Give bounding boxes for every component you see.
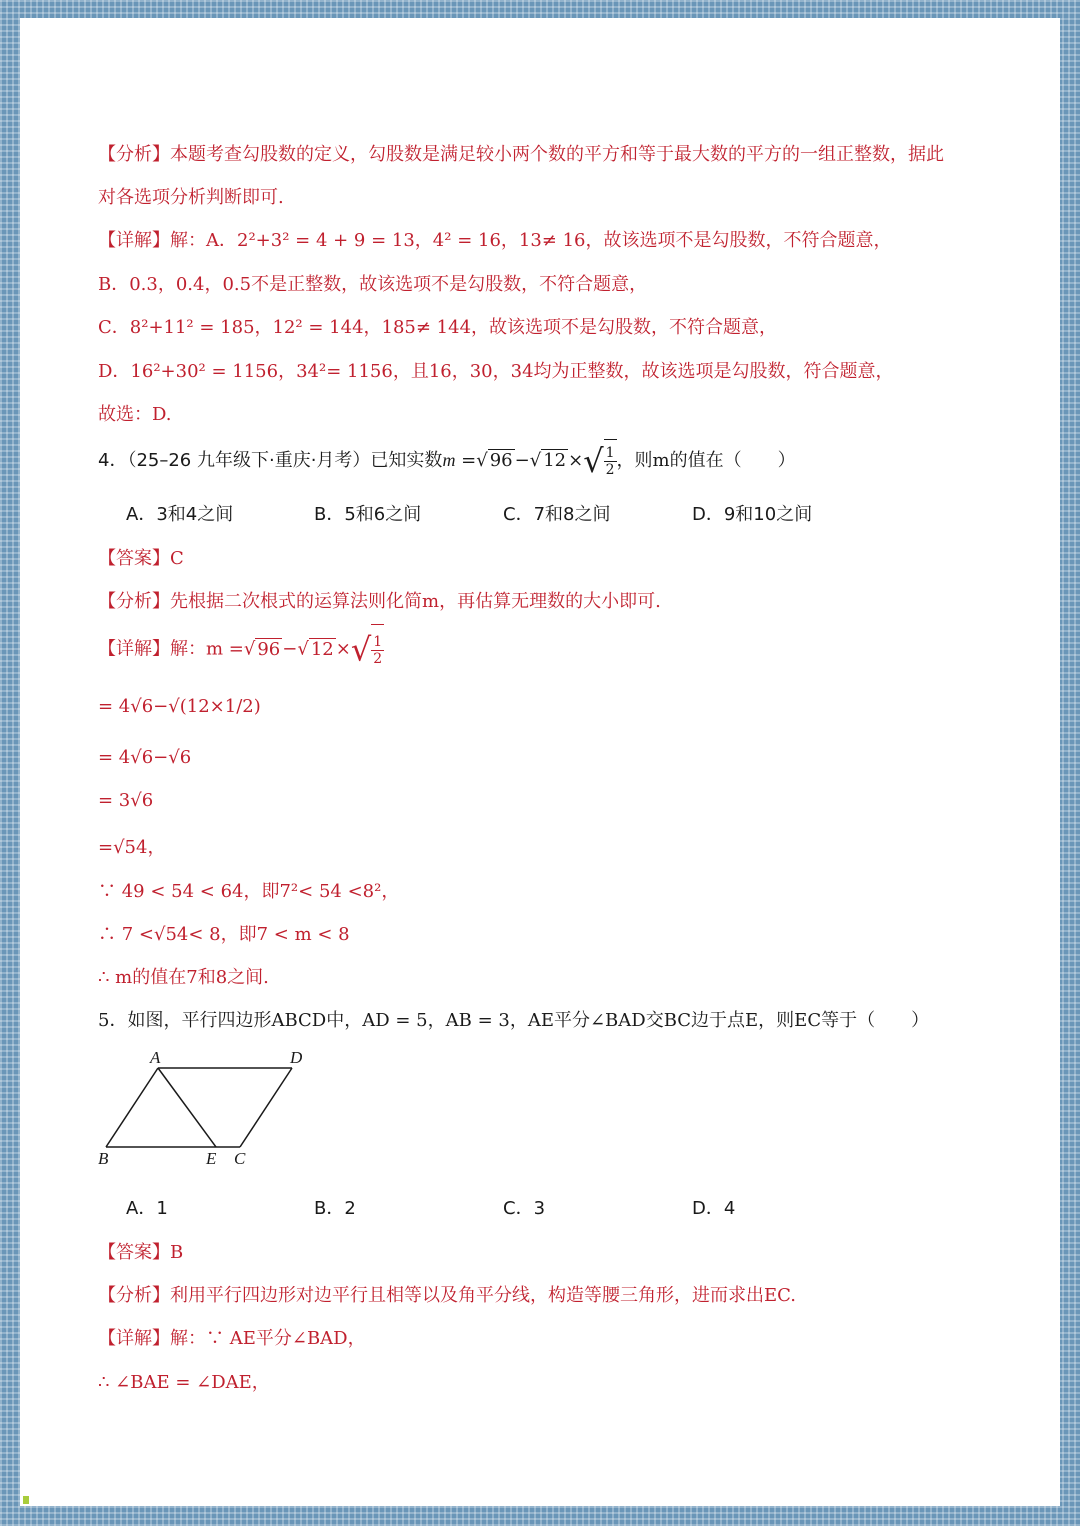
q4-detail-frac <box>371 634 384 667</box>
q4-root2: 12 <box>543 450 567 471</box>
q4-suffix: ，则m的值在（ ） <box>616 450 796 471</box>
q4-detail-frac-num: 1 <box>373 633 383 650</box>
q4-option-d[interactable]: D．9和10之间 <box>692 504 813 525</box>
q4-prefix: 4．（25–26 九年级下·重庆·月考）已知实数 <box>98 450 443 471</box>
q5-detail-2: ∴ ∠BAE = ∠DAE， <box>98 1372 270 1393</box>
q4-step-2: = 4√6−√6 <box>98 747 192 768</box>
q4-frac-box <box>604 439 617 484</box>
q4-sqrt2: √ <box>529 450 542 471</box>
q4-step-1: = 4√6−√(12×1/2) <box>98 696 261 717</box>
q5-option-d[interactable]: D．4 <box>692 1198 736 1219</box>
q4-times: × <box>568 450 584 471</box>
edge-dc <box>240 1068 292 1147</box>
corner-mark <box>23 1496 29 1504</box>
q4-detail-sqrt3: √ <box>350 630 372 669</box>
q4-minus: − <box>514 450 530 471</box>
q4-detail-sqrt1: √ <box>243 638 256 660</box>
q4-frac <box>604 445 617 478</box>
q3-analysis-line2: 对各选项分析判断即可. <box>98 187 284 208</box>
q4-detail-root2: 12 <box>310 638 334 660</box>
q4-step-4: =√54， <box>98 837 166 858</box>
q5-option-a[interactable]: A．1 <box>126 1198 168 1219</box>
label-a: A <box>150 1048 161 1067</box>
q4-detail-frac-den: 2 <box>373 650 383 667</box>
q4-detail-frac-box <box>371 624 384 675</box>
q5-option-b[interactable]: B．2 <box>314 1198 356 1219</box>
q4-step-3: = 3√6 <box>98 790 154 811</box>
q4-option-a[interactable]: A．3和4之间 <box>126 504 234 525</box>
label-e: E <box>206 1149 217 1168</box>
q4-detail-sqrt2: √ <box>297 638 309 660</box>
q3-analysis-line1: 【分析】本题考查勾股数的定义，勾股数是满足较小两个数的平方和等于最大数的平方的一组正整数，据此 <box>98 144 944 165</box>
parallelogram-figure <box>98 1048 328 1168</box>
q5-detail-1: 【详解】解：∵ AE平分∠BAD， <box>98 1328 366 1349</box>
q3-detail-d: D．16²+30² = 1156，34²= 1156，且16，30，34均为正整数，故该选项是勾股数，符合题意， <box>98 361 894 382</box>
q5-analysis: 【分析】利用平行四边形对边平行且相等以及角平分线，构造等腰三角形，进而求出EC. <box>98 1285 796 1306</box>
segment-ae <box>158 1068 216 1147</box>
q4-detail-times: × <box>335 638 351 660</box>
q4-detail <box>98 624 384 675</box>
q4-option-c[interactable]: C．7和8之间 <box>503 504 611 525</box>
label-d: D <box>290 1048 303 1067</box>
q4-sqrt3: √ <box>583 442 604 480</box>
q4-sqrt1: √ <box>476 450 488 471</box>
q4-answer: 【答案】C <box>98 548 184 569</box>
q3-detail-b: B．0.3，0.4，0.5不是正整数，故该选项不是勾股数，不符合题意， <box>98 274 648 295</box>
q4-detail-label: 【详解】解：m = <box>98 638 244 660</box>
edge-ab <box>106 1068 158 1147</box>
q4-var: m <box>442 450 456 470</box>
q4-step-6: ∴ 7 <√54< 8，即7 < m < 8 <box>98 924 350 945</box>
q4-frac-num: 1 <box>605 445 615 461</box>
q4-root1: 96 <box>489 450 513 471</box>
figure-lines <box>106 1068 292 1147</box>
q3-choice: 故选：D. <box>98 404 172 425</box>
q4-frac-den: 2 <box>605 462 615 478</box>
q4-detail-minus: − <box>282 638 298 660</box>
q5-answer: 【答案】B <box>98 1242 184 1263</box>
q3-detail-c: C．8²+11² = 185，12² = 144，185≠ 144，故该选项不是勾股数，不符合题意， <box>98 317 778 338</box>
label-c: C <box>234 1149 246 1168</box>
q3-detail-a: 【详解】解：A．2²+3² = 4 + 9 = 13，4² = 16，13≠ 16，故该选项不是勾股数，不符合题意， <box>98 230 892 251</box>
q5-option-c[interactable]: C．3 <box>503 1198 546 1219</box>
q4-option-b[interactable]: B．5和6之间 <box>314 504 422 525</box>
q4-step-7: ∴ m的值在7和8之间. <box>98 967 269 988</box>
q4-question <box>98 438 796 484</box>
label-b: B <box>98 1149 109 1168</box>
document-page <box>20 18 1060 1506</box>
q5-question: 5．如图，平行四边形ABCD中，AD = 5，AB = 3，AE平分∠BAD交BC边于点E，则EC等于（ ） <box>98 1010 930 1031</box>
q4-analysis: 【分析】先根据二次根式的运算法则化简m，再估算无理数的大小即可. <box>98 591 661 612</box>
q4-eq: = <box>455 450 477 471</box>
q4-step-5: ∵ 49 < 54 < 64，即7²< 54 <8²， <box>98 881 400 902</box>
q4-detail-root1: 96 <box>257 638 281 660</box>
